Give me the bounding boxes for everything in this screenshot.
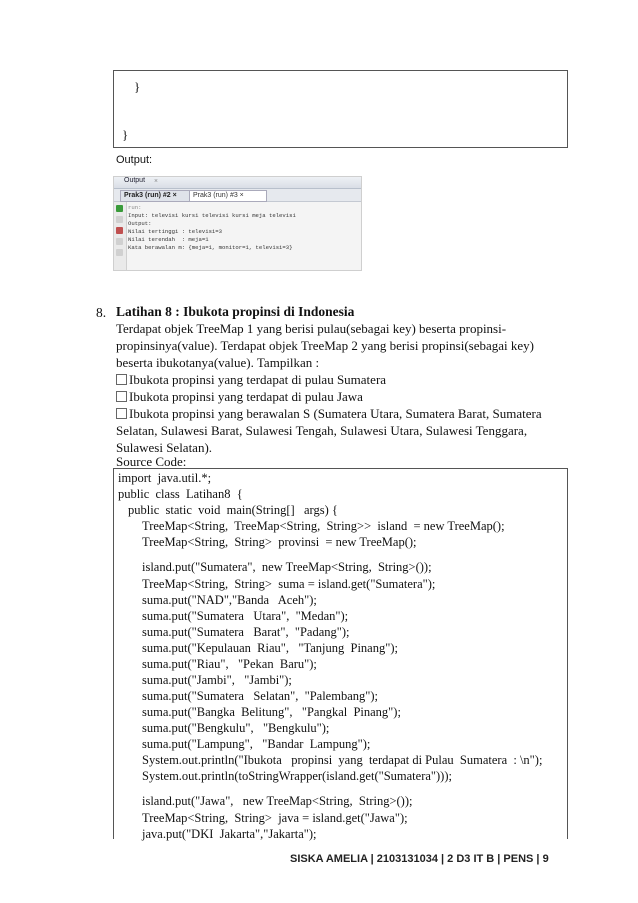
page-footer: SISKA AMELIA | 2103131034 | 2 D3 IT B | PENS | 9 (290, 853, 549, 865)
output-tabs (114, 189, 361, 202)
bullet-text: Ibukota propinsi yang berawalan S (Sumatera Utara, Sumatera Barat, Sumatera (129, 406, 542, 421)
bullet-text: Ibukota propinsi yang terdapat di pulau Sumatera (129, 372, 387, 387)
output-label: Output: (116, 154, 153, 166)
checkbox-bullet-icon (116, 374, 127, 385)
code-line: public class Latihan8 { (118, 487, 243, 501)
console-line: Kata berawalan m: {meja=1, monitor=1, televisi=3} (128, 244, 293, 251)
code-line: import java.util.*; (118, 471, 212, 485)
bullet-text: Ibukota propinsi yang terdapat di pulau Jawa (129, 389, 363, 404)
clear-icon (116, 249, 123, 256)
tab-prak3-run-3: Prak3 (run) #3 × (189, 190, 267, 202)
console-line: Output: (128, 220, 152, 227)
code-fragment-box (113, 70, 568, 148)
code-line: public static void main(String[] args) { (128, 503, 338, 517)
code-line: suma.put("NAD","Banda Aceh"); (142, 593, 317, 607)
bullet-continuation: Selatan, Sulawesi Barat, Sulawesi Tengah, Sulawesi Utara, Sulawesi Tenggara, (116, 423, 528, 438)
run-icon (116, 205, 123, 212)
stop-icon (116, 227, 123, 234)
code-line: java.put("DKI Jakarta","Jakarta"); (142, 827, 317, 841)
code-line: TreeMap<String, String> java = island.get("Jawa"); (142, 811, 408, 825)
code-line: suma.put("Bangka Belitung", "Pangkal Pinang"); (142, 705, 401, 719)
code-line: suma.put("Bengkulu", "Bengkulu"); (142, 721, 330, 735)
closing-brace: } (134, 79, 141, 94)
ide-output-screenshot (113, 176, 362, 271)
console-line: Nilai terendah : meja=1 (128, 236, 209, 243)
code-line: System.out.println("Ibukota propinsi yang terdapat di Pulau Sumatera : \n"); (142, 753, 543, 767)
code-line: suma.put("Riau", "Pekan Baru"); (142, 657, 317, 671)
description-line: propinsinya(value). Terdapat objek TreeMap 2 yang berisi propinsi(sebagai key) (116, 338, 534, 353)
output-title: Output (124, 177, 146, 184)
close-icon: × (154, 177, 158, 185)
output-titlebar (114, 177, 361, 189)
checkbox-bullet-icon (116, 408, 127, 419)
code-line: suma.put("Sumatera Utara", "Medan"); (142, 609, 349, 623)
rerun-icon (116, 216, 123, 223)
bullet-item (116, 406, 542, 422)
console-output (128, 204, 296, 252)
source-code-box (113, 468, 568, 839)
checkbox-bullet-icon (116, 391, 127, 402)
console-gutter (114, 202, 127, 270)
bullet-item (116, 372, 386, 388)
code-line: island.put("Jawa", new TreeMap<String, String>()); (142, 794, 413, 808)
code-line: suma.put("Sumatera Barat", "Padang"); (142, 625, 350, 639)
settings-icon (116, 238, 123, 245)
code-line: suma.put("Kepulauan Riau", "Tanjung Pinang"); (142, 641, 398, 655)
section-number: 8. (96, 305, 107, 320)
description-line: beserta ibukotanya(value). Tampilkan : (116, 355, 320, 370)
tab-prak3-run-2: Prak3 (run) #2 × (120, 190, 194, 202)
code-line: TreeMap<String, String> provinsi = new TreeMap(); (142, 535, 417, 549)
console-line: Input: televisi kursi televisi kursi meja televisi (128, 212, 296, 219)
code-line: suma.put("Sumatera Selatan", "Palembang"); (142, 689, 378, 703)
code-line: island.put("Sumatera", new TreeMap<String, String>()); (142, 560, 432, 574)
bullet-continuation: Sulawesi Selatan). (116, 440, 213, 455)
code-line: System.out.println(toStringWrapper(island.get("Sumatera"))); (142, 769, 452, 783)
section-title: Latihan 8 : Ibukota propinsi di Indonesia (116, 304, 355, 319)
bullet-item (116, 389, 363, 405)
description-line: Terdapat objek TreeMap 1 yang berisi pulau(sebagai key) beserta propinsi- (116, 321, 507, 336)
code-line: suma.put("Lampung", "Bandar Lampung"); (142, 737, 371, 751)
console-line: run: (128, 204, 142, 211)
source-code-label: Source Code: (116, 454, 187, 469)
closing-brace: } (122, 127, 129, 142)
code-line: TreeMap<String, TreeMap<String, String>> island = new TreeMap(); (142, 519, 505, 533)
console-line: Nilai tertinggi : televisi=3 (128, 228, 222, 235)
code-line: suma.put("Jambi", "Jambi"); (142, 673, 292, 687)
code-line: TreeMap<String, String> suma = island.get("Sumatera"); (142, 577, 436, 591)
